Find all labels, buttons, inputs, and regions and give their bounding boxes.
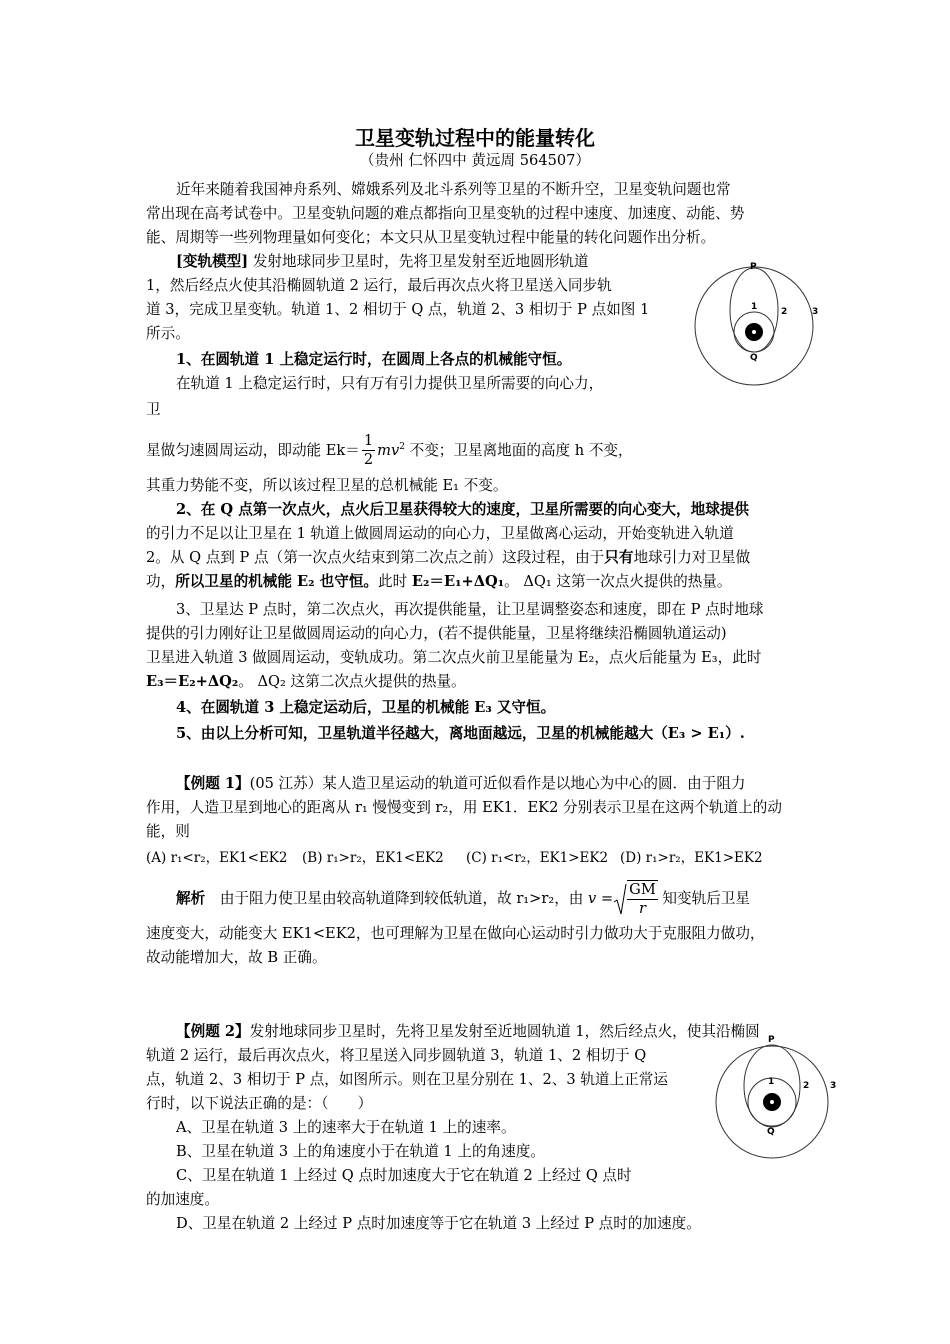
- fig1-label-3: 3: [812, 307, 819, 317]
- section-2-text-3a: 2。从 Q 点到 P 点（第一次点火结束到第二次点之前）这段过程，由于: [146, 549, 605, 566]
- example-2-text-1: 发射地球同步卫星时，先将卫星发射至近地圆轨道 1，然后经点火，使其沿椭圆: [249, 1023, 760, 1040]
- fig2-label-3: 3: [830, 1081, 837, 1091]
- fig2-label-1: 1: [768, 1077, 775, 1087]
- section-5: 5、由以上分析可知，卫星轨道半径越大，离地面越远，卫星的机械能越大（E₃ > E₁）.: [176, 725, 745, 742]
- section-1-line-2: 卫: [146, 401, 161, 418]
- example-2-choice-d: D、卫星在轨道 2 上经过 P 点时加速度等于它在轨道 3 上经过 P 点时的加速度。: [176, 1215, 701, 1232]
- energy-equation-2: E₃＝E₂+ΔQ₂: [146, 673, 239, 690]
- formula-denominator: r: [638, 900, 646, 917]
- example-2-line-4: 行时，以下说法正确的是：（ ）: [146, 1095, 373, 1112]
- model-label: [变轨模型]: [176, 253, 249, 270]
- section-2-line-1: [176, 498, 836, 522]
- example-2-choice-c: C、卫星在轨道 1 上经过 Q 点时加速度大于它在轨道 2 上经过 Q 点时: [176, 1167, 632, 1184]
- fig2-label-2: 2: [803, 1081, 810, 1091]
- section-2-text-1: 2、在 Q 点第一次点火，点火后卫星获得较大的速度，卫星所需要的向心变大，地球提供: [176, 501, 750, 518]
- answer-1-line-1: [176, 880, 836, 918]
- example-1-line-3: 能，则: [146, 823, 190, 840]
- section-3-line-4: [146, 670, 806, 694]
- example-2-choice-b: B、卫星在轨道 3 上的角速度小于在轨道 1 上的角速度。: [176, 1143, 545, 1160]
- fig2-label-q: Q: [767, 1127, 775, 1137]
- section-3-line-2: 提供的引力刚好让卫星做圆周运动的向心力，(若不提供能量，卫星将继续沿椭圆轨道运动): [146, 625, 727, 642]
- fig2-label-p: P: [768, 1035, 775, 1045]
- section-2-text-4e: 。 ΔQ₁ 这第一次点火提供的热量。: [504, 573, 732, 590]
- orbit-figure-2: [710, 1030, 850, 1160]
- sqrt-formula: [613, 880, 658, 918]
- section-1-line-4: 其重力势能不变，所以该过程卫星的总机械能 E₁ 不变。: [146, 477, 508, 494]
- section-2-text-4b: 所以卫星的机械能 E₂ 也守恒。: [175, 573, 379, 590]
- answer-text-1b: 知变轨后卫星: [662, 890, 750, 907]
- section-2-text-3b: 只有: [604, 549, 634, 566]
- intro-line-2: 常出现在高考试卷中。卫星变轨问题的难点都指向卫星变轨的过程中速度、加速度、动能、势: [146, 205, 745, 222]
- author-line: （贵州 仁怀四中 黄远周 564507）: [359, 152, 591, 169]
- option-b: (B) r₁>r₂，EK1<EK2: [302, 850, 444, 866]
- example-2-line-3: 点，轨道 2、3 相切于 P 点，如图所示。则在卫星分别在 1、2、3 轨道上正常运: [146, 1071, 668, 1088]
- kinetic-energy-tail: 不变；卫星离地面的高度 h 不变，: [404, 441, 633, 459]
- model-line-2: 1，然后经点火使其沿椭圆轨道 2 运行，最后再次点火将卫星送入同步轨: [146, 277, 612, 294]
- model-text: 发射地球同步卫星时，先将卫星发射至近地圆形轨道: [252, 253, 589, 270]
- example-2-label: 【例题 2】: [176, 1023, 250, 1040]
- section-2-text-4a: 功，: [146, 573, 176, 590]
- section-2-text-4c: 此时: [378, 573, 412, 590]
- section-1-line-1: 在轨道 1 上稳定运行时，只有万有引力提供卫星所需要的向心力，: [176, 375, 604, 392]
- example-1-line-2: 作用，人造卫星到地心的距离从 r₁ 慢慢变到 r₂，用 EK1．EK2 分别表示卫星在这两个轨道上的动: [146, 799, 782, 816]
- kinetic-energy-text: 星做匀速圆周运动，即动能 Ek＝: [146, 441, 360, 459]
- exponent: 2: [399, 442, 405, 452]
- example-1-label: 【例题 1】: [176, 775, 250, 792]
- section-3-text-4b: 。 ΔQ₂ 这第二次点火提供的热量。: [238, 673, 466, 690]
- answer-label: 解析: [176, 890, 206, 907]
- fig1-label-p: P: [750, 262, 757, 272]
- answer-1-line-3: 故动能增加大，故 B 正确。: [146, 949, 327, 966]
- fraction-denominator: 2: [363, 451, 374, 469]
- option-c: (C) r₁<r₂，EK1>EK2: [466, 850, 609, 866]
- section-2-text-3c: 地球引力对卫星做: [633, 549, 751, 566]
- example-1-line-1: [176, 772, 836, 796]
- section-3-line-1: 3、卫星达 P 点时，第二次点火，再次提供能量，让卫星调整姿态和速度，即在 P 点时地球: [176, 601, 764, 618]
- example-2-line-2: 轨道 2 运行，最后再次点火，将卫星送入同步圆轨道 3，轨道 1、2 相切于 Q: [146, 1047, 647, 1064]
- option-a: (A) r₁<r₂，EK1<EK2: [146, 850, 288, 866]
- section-1-line-3: [146, 432, 806, 469]
- fig1-label-2: 2: [781, 307, 788, 317]
- section-1-heading: 1、在圆轨道 1 上稳定运行时，在圆周上各点的机械能守恒。: [176, 351, 572, 368]
- velocity-formula-lhs: v =: [588, 890, 614, 907]
- example-1-text-1: (05 江苏）某人造卫星运动的轨道可近似看作是以地心为中心的圆．由于阻力: [249, 775, 746, 792]
- energy-equation-1: E₂＝E₁+ΔQ₁: [411, 573, 505, 590]
- fraction-numerator: 1: [363, 432, 374, 450]
- answer-1-line-2: 速度变大，动能变大 EK1<EK2，也可理解为卫星在做向心运动时引力做功大于克服阻力做功，: [146, 925, 765, 942]
- intro-line-1: 近年来随着我国神舟系列、嫦娥系列及北斗系列等卫星的不断升空，卫星变轨问题也常: [176, 181, 731, 198]
- section-2-line-3: [146, 546, 806, 570]
- page-title: 卫星变轨过程中的能量转化: [355, 126, 595, 150]
- fig1-label-1: 1: [751, 302, 758, 312]
- section-3-line-3: 卫星进入轨道 3 做圆周运动，变轨成功。第二次点火前卫星能量为 E₂，点火后能量为 E₃，此时: [146, 649, 762, 666]
- fig1-label-q: Q: [750, 353, 758, 363]
- answer-text-1a: 由于阻力使卫星由较高轨道降到较低轨道，故 r₁>r₂，由: [219, 890, 584, 907]
- mv-term: mv: [377, 441, 400, 459]
- model-line-4: 所示。: [146, 325, 190, 342]
- section-2-line-4: [146, 570, 806, 594]
- section-2-line-2: 的引力不足以让卫星在 1 轨道上做圆周运动的向心力，卫星做离心运动，开始变轨进入轨道: [146, 525, 734, 542]
- formula-numerator: GM: [629, 881, 656, 898]
- option-d: (D) r₁>r₂，EK1>EK2: [620, 850, 763, 866]
- half-fraction: [362, 432, 375, 469]
- intro-line-3: 能、周期等一些列物理量如何变化；本文只从卫星变轨过程中能量的转化问题作出分析。: [146, 229, 716, 246]
- example-2-choice-a: A、卫星在轨道 3 上的速率大于在轨道 1 上的速率。: [176, 1119, 516, 1136]
- model-line-3: 道 3，完成卫星变轨。轨道 1、2 相切于 Q 点，轨道 2、3 相切于 P 点如图 1: [146, 301, 650, 318]
- section-4: 4、在圆轨道 3 上稳定运动后，卫星的机械能 E₃ 又守恒。: [176, 699, 556, 716]
- example-2-choice-c-cont: 的加速度。: [146, 1191, 219, 1208]
